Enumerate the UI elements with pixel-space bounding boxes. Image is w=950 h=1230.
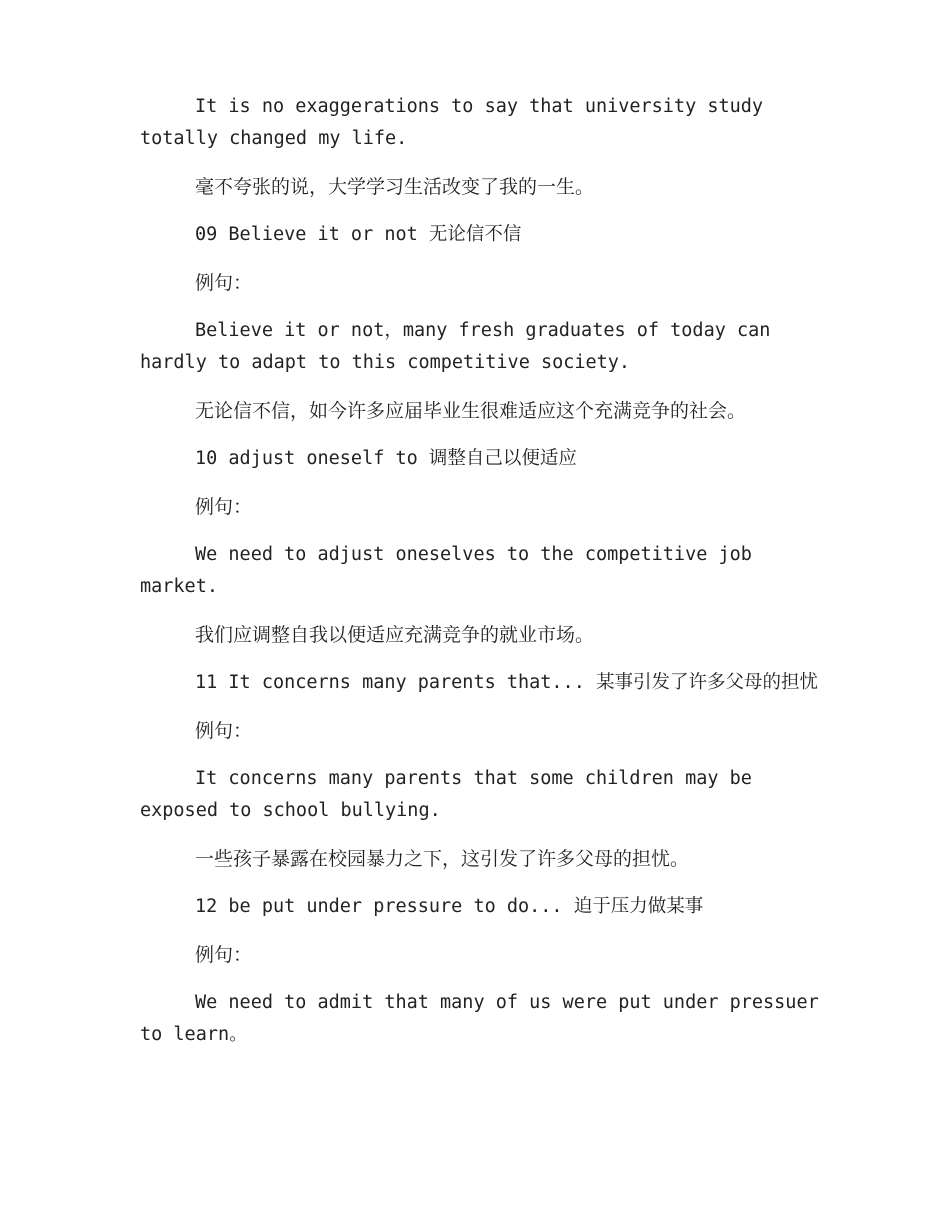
phrase-heading-09: 09 Believe it or not 无论信不信 [195, 224, 522, 245]
example-sentence-09-en: Believe it or not，many fresh graduates of today can hardly to adapt to this competitive society. [140, 320, 771, 373]
example-sentence-09-zh: 无论信不信，如今许多应届毕业生很难适应这个充满竞争的社会。 [195, 400, 747, 422]
example-sentence-12-en: We need to admit that many of us were put under pressuer to learn。 [140, 992, 819, 1045]
paragraph-example-09-prev-en: It is no exaggerations to say that university study totally changed my life. [140, 96, 764, 149]
phrase-heading-10: 10 adjust oneself to 调整自己以便适应 [195, 448, 577, 469]
example-label: 例句： [195, 496, 253, 518]
phrase-heading-12: 12 be put under pressure to do... 迫于压力做某事 [195, 896, 704, 917]
example-label: 例句： [195, 272, 253, 294]
example-sentence-10-zh: 我们应调整自我以便适应充满竞争的就业市场。 [195, 624, 595, 646]
example-label: 例句： [195, 944, 253, 966]
phrase-heading-11: 11 It concerns many parents that... 某事引发了许多父母的担忧 [195, 672, 818, 693]
example-label: 例句： [195, 720, 253, 742]
example-sentence-11-en: It concerns many parents that some children may be exposed to school bullying. [140, 768, 752, 821]
paragraph-example-09-prev-zh: 毫不夸张的说，大学学习生活改变了我的一生。 [195, 176, 595, 198]
example-sentence-10-en: We need to adjust oneselves to the competitive job market. [140, 544, 752, 597]
document-page [140, 91, 820, 1067]
example-sentence-11-zh: 一些孩子暴露在校园暴力之下，这引发了许多父母的担忧。 [195, 848, 690, 870]
